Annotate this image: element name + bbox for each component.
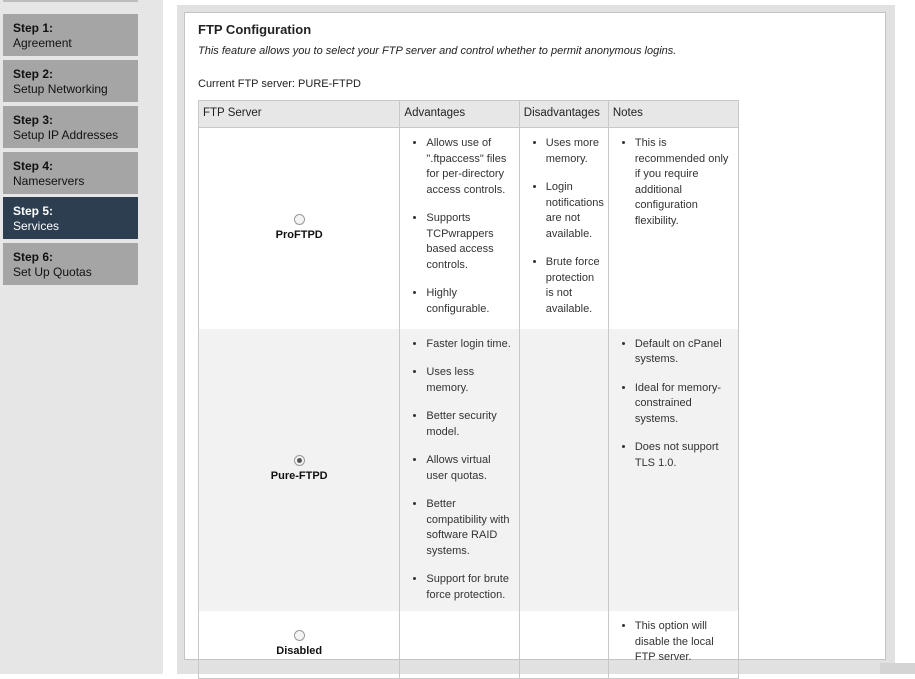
step-2-setup-networking[interactable] (3, 60, 138, 102)
step-number: Step 3: (13, 113, 54, 127)
step-number: Step 5: (13, 204, 54, 218)
sidebar-top-edge (3, 0, 138, 2)
list-item: • Highly configurable. (426, 286, 514, 317)
step-number: Step 2: (13, 67, 54, 81)
list-item: • Does not support TLS 1.0. (635, 440, 734, 471)
ftp-server-table (198, 100, 739, 679)
ftp-configuration-panel (184, 12, 886, 663)
proftpd-radio[interactable] (294, 214, 305, 225)
notes-cell (608, 329, 738, 612)
panel-title: FTP Configuration (198, 22, 312, 37)
advantages-cell (400, 128, 519, 329)
list-item: • Better compatibility with software RAID systems. (426, 497, 514, 559)
header-notes: Notes (608, 101, 738, 128)
list-item: • Faster login time. (426, 337, 514, 353)
current-ftp-server: Current FTP server: PURE-FTPD (198, 78, 361, 90)
server-name: ProFTPD (275, 228, 323, 241)
advantages-cell (400, 329, 519, 612)
step-4-nameservers[interactable] (3, 152, 138, 194)
disadvantages-list (520, 128, 608, 325)
list-item: • Default on cPanel systems. (635, 337, 734, 368)
list-item: • Supports TCPwrappers based access controls. (426, 211, 514, 273)
notes-cell (608, 611, 738, 678)
step-number: Step 4: (13, 159, 54, 173)
step-3-setup-ip-addresses[interactable] (3, 106, 138, 148)
server-option-proftpd[interactable] (199, 128, 400, 329)
notes-list (609, 611, 738, 674)
step-label: Set Up Quotas (13, 265, 92, 279)
step-label: Agreement (13, 36, 72, 50)
list-item: • This is recommended only if you require additional configuration flexibility. (635, 136, 734, 229)
wizard-sidebar (0, 0, 163, 674)
table-row-proftpd (199, 128, 739, 329)
server-name: Pure-FTPD (270, 470, 328, 482)
table-row-pure-ftpd (199, 329, 739, 612)
server-name: Disabled (276, 644, 323, 657)
disabled-radio[interactable] (294, 630, 305, 641)
header-ftp-server: FTP Server (199, 101, 400, 128)
server-option-pure-ftpd[interactable] (199, 329, 400, 612)
list-item: • Uses less memory. (426, 365, 514, 396)
advantages-list (400, 329, 518, 612)
list-item: • Better security model. (426, 409, 514, 440)
list-item: • Brute force protection is not available. (546, 255, 604, 317)
disadvantages-cell (519, 128, 608, 329)
notes-list (609, 329, 738, 480)
list-item: • Uses more memory. (546, 136, 604, 167)
server-option-disabled[interactable] (199, 611, 400, 678)
notes-list (609, 128, 738, 237)
step-label: Setup Networking (13, 82, 108, 96)
step-label: Setup IP Addresses (13, 128, 119, 142)
header-disadvantages: Disadvantages (519, 101, 608, 128)
step-number: Step 1: (13, 21, 54, 35)
notes-cell (608, 128, 738, 329)
list-item: • This option will disable the local FTP server. (635, 619, 734, 666)
table-header-row (199, 101, 739, 128)
header-advantages: Advantages (400, 101, 519, 128)
step-label: Services (13, 219, 60, 233)
disadvantages-cell (519, 611, 608, 678)
table-row-disabled (199, 611, 739, 678)
step-number: Step 6: (13, 250, 54, 264)
disadvantages-cell (519, 329, 608, 612)
list-item: • Ideal for memory-constrained systems. (635, 381, 734, 428)
panel-description: This feature allows you to select your FTP server and control whether to permit anonymous logins. (198, 45, 677, 57)
advantages-list (400, 128, 518, 325)
step-1-agreement[interactable] (3, 14, 138, 56)
pure-ftpd-radio[interactable] (294, 455, 305, 466)
list-item: • Allows use of ".ftpaccess" files for per-directory access controls. (426, 136, 514, 198)
step-label: Nameservers (13, 174, 85, 188)
advantages-cell (400, 611, 519, 678)
step-5-services[interactable] (3, 197, 138, 239)
step-6-set-up-quotas[interactable] (3, 243, 138, 285)
list-item: • Support for brute force protection. (426, 572, 514, 603)
list-item: • Allows virtual user quotas. (426, 453, 514, 484)
scrollbar-corner[interactable] (880, 663, 915, 674)
list-item: • Login notifications are not available. (546, 180, 604, 242)
